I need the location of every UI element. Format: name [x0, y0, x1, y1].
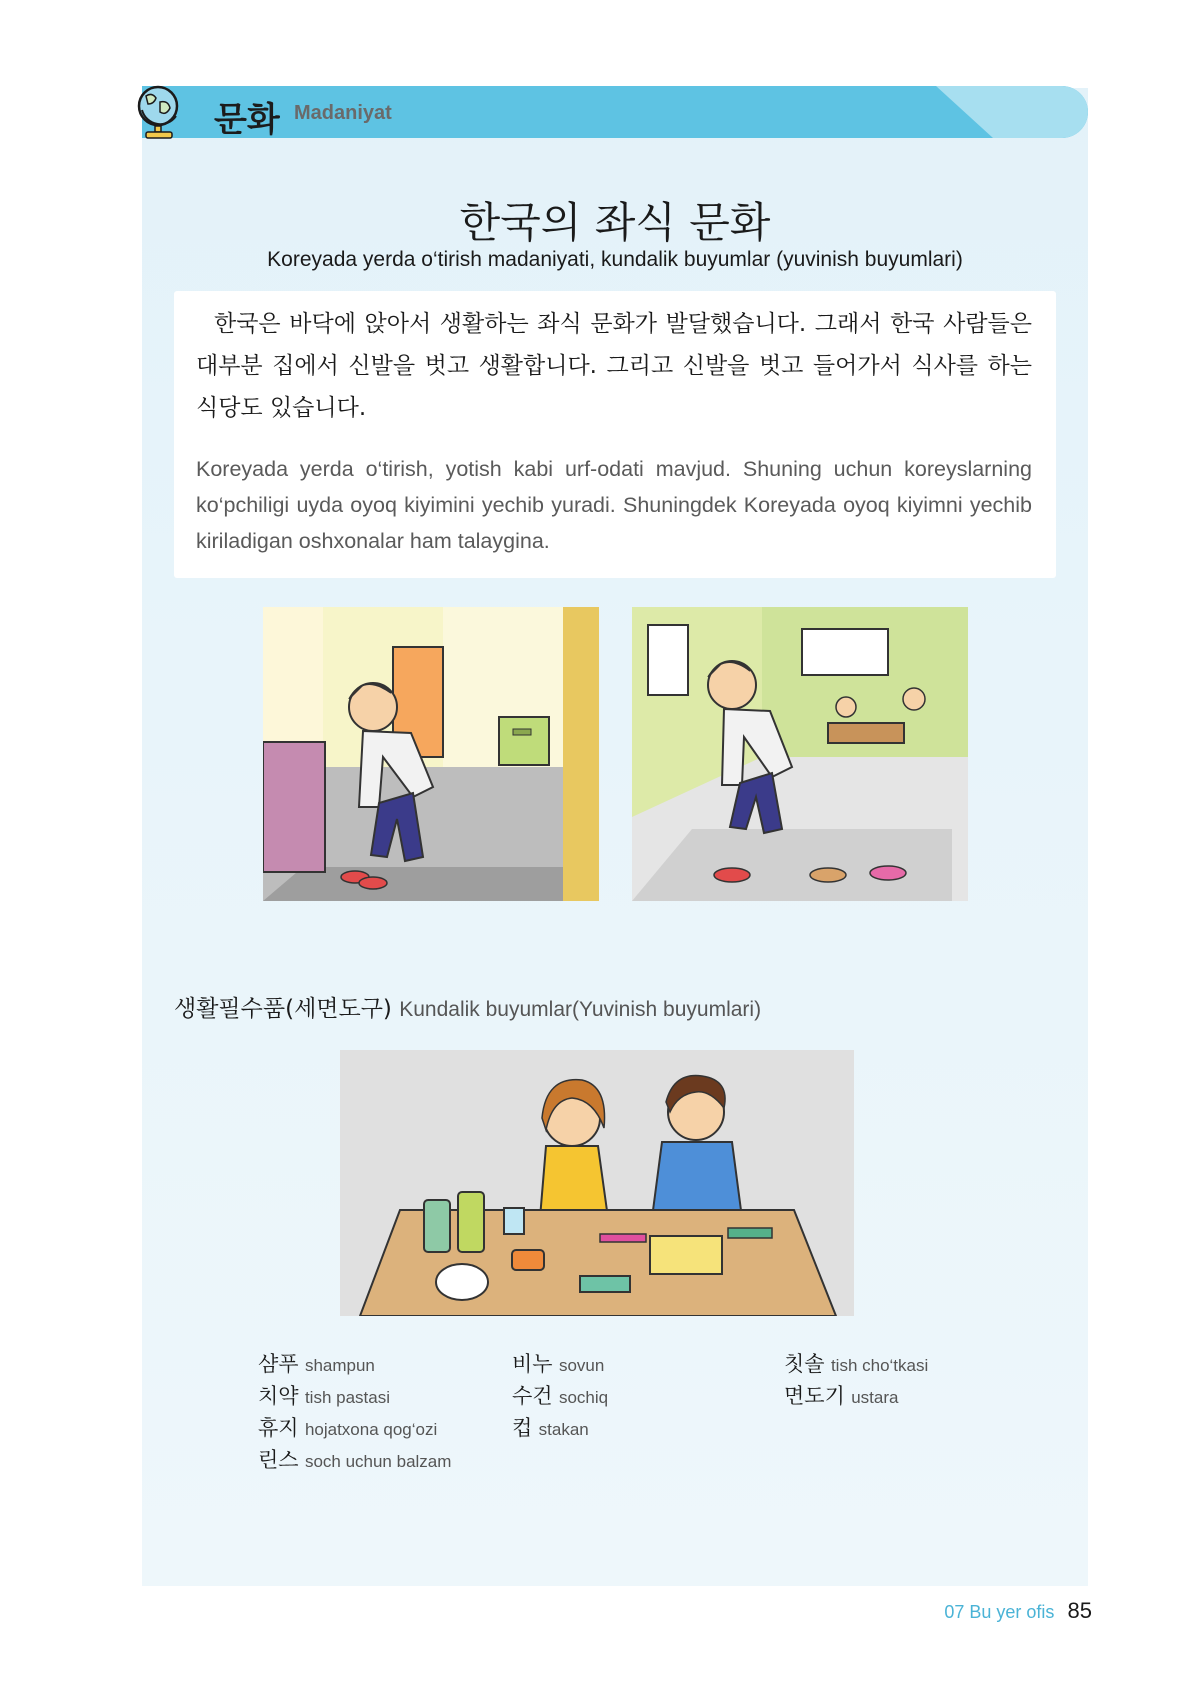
vocab-korean: 샴푸: [258, 1352, 299, 1376]
article-title: 한국의 좌식 문화: [459, 198, 771, 247]
vocab-uzbek: stakan: [538, 1420, 589, 1439]
vocab-item: [258, 1380, 390, 1410]
banner-subtitle: Madaniyat: [294, 102, 392, 124]
vocab-uzbek: sovun: [558, 1356, 605, 1375]
vocab-uzbek: tish cho‘tkasi: [830, 1356, 929, 1375]
korean-paragraph: 한국은 바닥에 앉아서 생활하는 좌식 문화가 발달했습니다. 그래서 한국 사람들은 대부분 집에서 신발을 벗고 생활합니다. 그리고 신발을 벗고 들어가서 식사를 하는 식당도 있습니다.: [196, 311, 1032, 421]
section-title: [174, 990, 761, 1023]
vocab-uzbek: shampun: [304, 1356, 375, 1375]
vocab-item: [784, 1348, 928, 1378]
toiletries-illustration: [340, 1050, 854, 1316]
restaurant-illustration: [632, 607, 968, 901]
uzbek-paragraph: Koreyada yerda o‘tirish, yotish kabi urf-odati mavjud. Shuning uchun koreyslarning ko‘pchiligi uyda oyoq kiyimini yechib yuradi. Shuningdek Koreyada oyoq kiyimni yechib kiriladigan oshxonalar ham talaygina.: [196, 457, 1032, 553]
vocab-korean: 칫솔: [784, 1352, 825, 1376]
vocab-uzbek: ustara: [851, 1388, 899, 1407]
vocab-item: [258, 1412, 437, 1442]
vocab-korean: 컵: [512, 1416, 533, 1440]
vocab-item: [258, 1444, 451, 1474]
vocab-uzbek: sochiq: [558, 1388, 609, 1407]
page-footer: [944, 1598, 1092, 1624]
vocab-korean: 린스: [258, 1448, 299, 1472]
vocab-uzbek: hojatxona qog‘ozi: [304, 1420, 438, 1439]
chapter-label: 07 Bu yer ofis: [944, 1602, 1055, 1622]
vocab-item: [784, 1380, 898, 1410]
vocab-item: [512, 1412, 589, 1442]
article-subtitle: Koreyada yerda o‘tirish madaniyati, kundalik buyumlar (yuvinish buyumlari): [267, 248, 963, 271]
section-title-uzbek: Kundalik buyumlar(Yuvinish buyumlari): [399, 998, 762, 1021]
section-title-korean: 생활필수품(세면도구): [174, 996, 392, 1022]
vocab-korean: 수건: [512, 1384, 553, 1408]
banner-title: 문화: [214, 100, 280, 138]
section-banner: [142, 86, 1088, 138]
banner-decoration: [898, 86, 1088, 138]
vocab-item: [512, 1380, 608, 1410]
vocab-korean: 휴지: [258, 1416, 299, 1440]
entrance-illustration: [263, 607, 599, 901]
text-box: [174, 291, 1056, 578]
vocab-item: [258, 1348, 375, 1378]
vocab-korean: 치약: [258, 1384, 299, 1408]
vocab-item: [512, 1348, 604, 1378]
globe-icon: [134, 82, 184, 142]
vocab-uzbek: soch uchun balzam: [304, 1452, 452, 1471]
vocab-korean: 면도기: [784, 1384, 845, 1408]
vocab-uzbek: tish pastasi: [304, 1388, 390, 1407]
vocab-korean: 비누: [512, 1352, 553, 1376]
page-number: 85: [1067, 1598, 1092, 1623]
